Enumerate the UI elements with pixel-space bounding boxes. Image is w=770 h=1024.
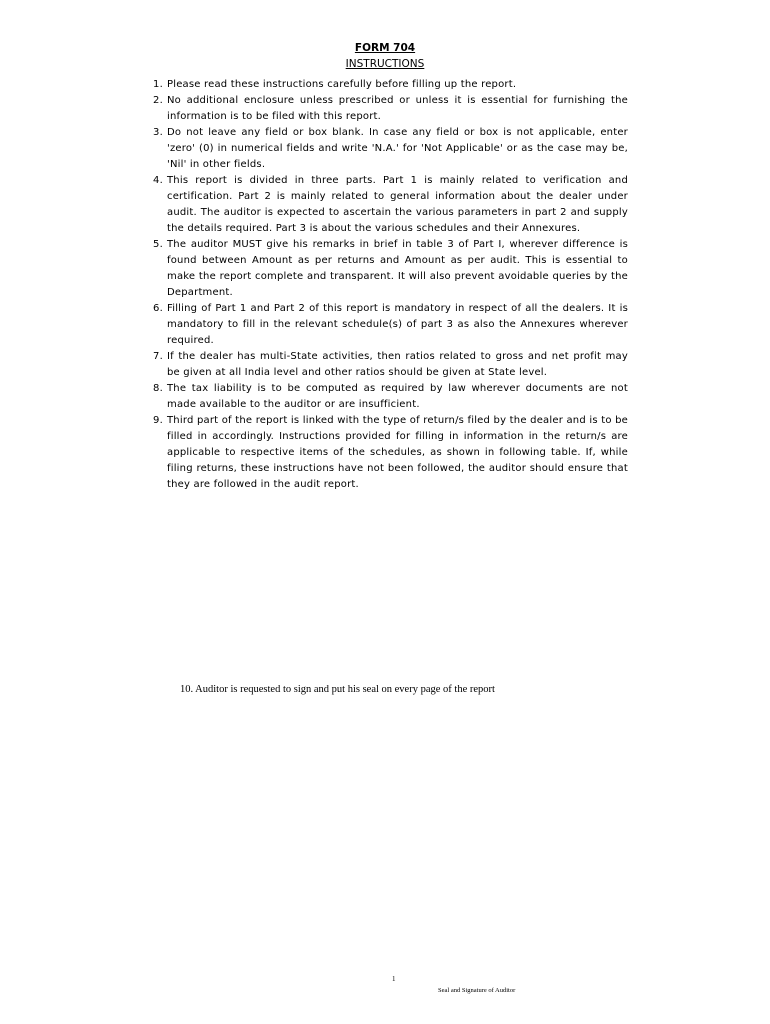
instruction-item	[142, 349, 628, 381]
instruction-number: 2.	[153, 95, 163, 106]
instruction-item	[142, 77, 628, 93]
instruction-item	[142, 381, 628, 413]
instruction-number: 4.	[153, 175, 163, 186]
instruction-number: 3.	[153, 127, 163, 138]
instruction-text: This report is divided in three parts. Part 1 is mainly related to verification and certification. Part 2 is mainly related to general information about the dealer under audit. The auditor is expected to ascertain the various parameters in part 2 and supply the details required. Part 3 is about the various schedules and their Annexures.	[167, 175, 628, 234]
instruction-text: No additional enclosure unless prescribed or unless it is essential for furnishing the information is to be filed with this report.	[167, 95, 628, 122]
instruction-number: 8.	[153, 383, 163, 394]
instructions-heading: INSTRUCTIONS	[345, 58, 425, 70]
form-title: FORM 704	[354, 42, 416, 54]
instruction-item	[142, 237, 628, 301]
instruction-item	[142, 93, 628, 125]
instruction-text: Do not leave any field or box blank. In case any field or box is not applicable, enter 'zero' (0) in numerical fields and write 'N.A.' for 'Not Applicable' or as the case may be, 'Nil' in other fields.	[167, 127, 628, 170]
instruction-item	[142, 125, 628, 173]
instruction-item	[142, 301, 628, 349]
instruction-number: 9.	[153, 415, 163, 426]
instruction-text: The auditor MUST give his remarks in brief in table 3 of Part I, wherever difference is found between Amount as per returns and Amount as per audit. This is essential to make the report complete and transparent. It will also prevent avoidable queries by the Department.	[167, 239, 628, 298]
instruction-text: Please read these instructions carefully before filling up the report.	[167, 79, 517, 90]
instruction-number: 1.	[153, 79, 163, 90]
seal-signature-caption: Seal and Signature of Auditor	[438, 987, 516, 994]
instruction-number: 7.	[153, 351, 163, 362]
instruction-item	[142, 413, 628, 493]
instruction-text: Third part of the report is linked with the type of return/s filed by the dealer and is to be filled in accordingly. Instructions provided for filling in information in the return/s are applicable to respective items of the schedules, as shown in following table. If, while filing returns, these instructions have not been followed, the auditor should ensure that they are followed in the audit report.	[167, 415, 628, 490]
page-number: 1	[392, 975, 396, 983]
auditor-seal-note: 10. Auditor is requested to sign and put his seal on every page of the report	[180, 684, 495, 695]
instruction-item	[142, 173, 628, 237]
instruction-text: The tax liability is to be computed as required by law wherever documents are not made available to the auditor or are insufficient.	[167, 383, 628, 410]
instruction-text: Filling of Part 1 and Part 2 of this report is mandatory in respect of all the dealers. It is mandatory to fill in the relevant schedule(s) of part 3 as also the Annexures wherever required.	[167, 303, 628, 346]
instruction-number: 6.	[153, 303, 163, 314]
instruction-text: If the dealer has multi-State activities, then ratios related to gross and net profit may be given at all India level and other ratios should be given at State level.	[167, 351, 628, 378]
instructions-list	[142, 77, 628, 493]
instruction-number: 5.	[153, 239, 163, 250]
